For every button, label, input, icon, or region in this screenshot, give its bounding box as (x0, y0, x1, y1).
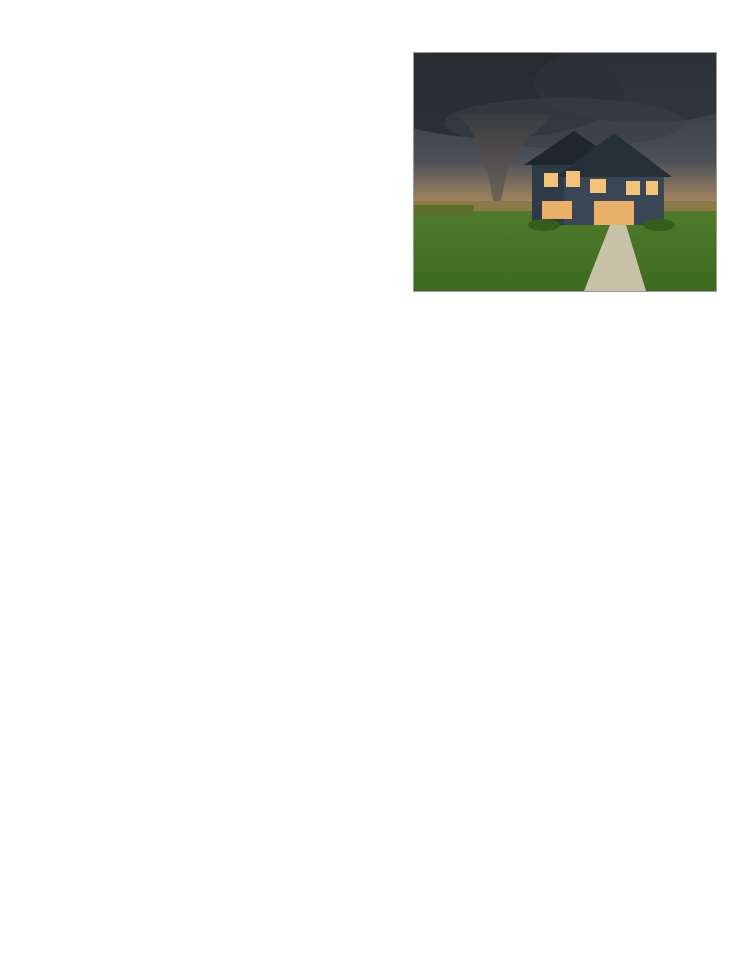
tornado-house-illustration (414, 53, 716, 291)
tornado-house-photo (413, 52, 717, 292)
watermark-line (110, 440, 137, 470)
watermark (110, 440, 137, 470)
fluency-graph (652, 376, 722, 898)
